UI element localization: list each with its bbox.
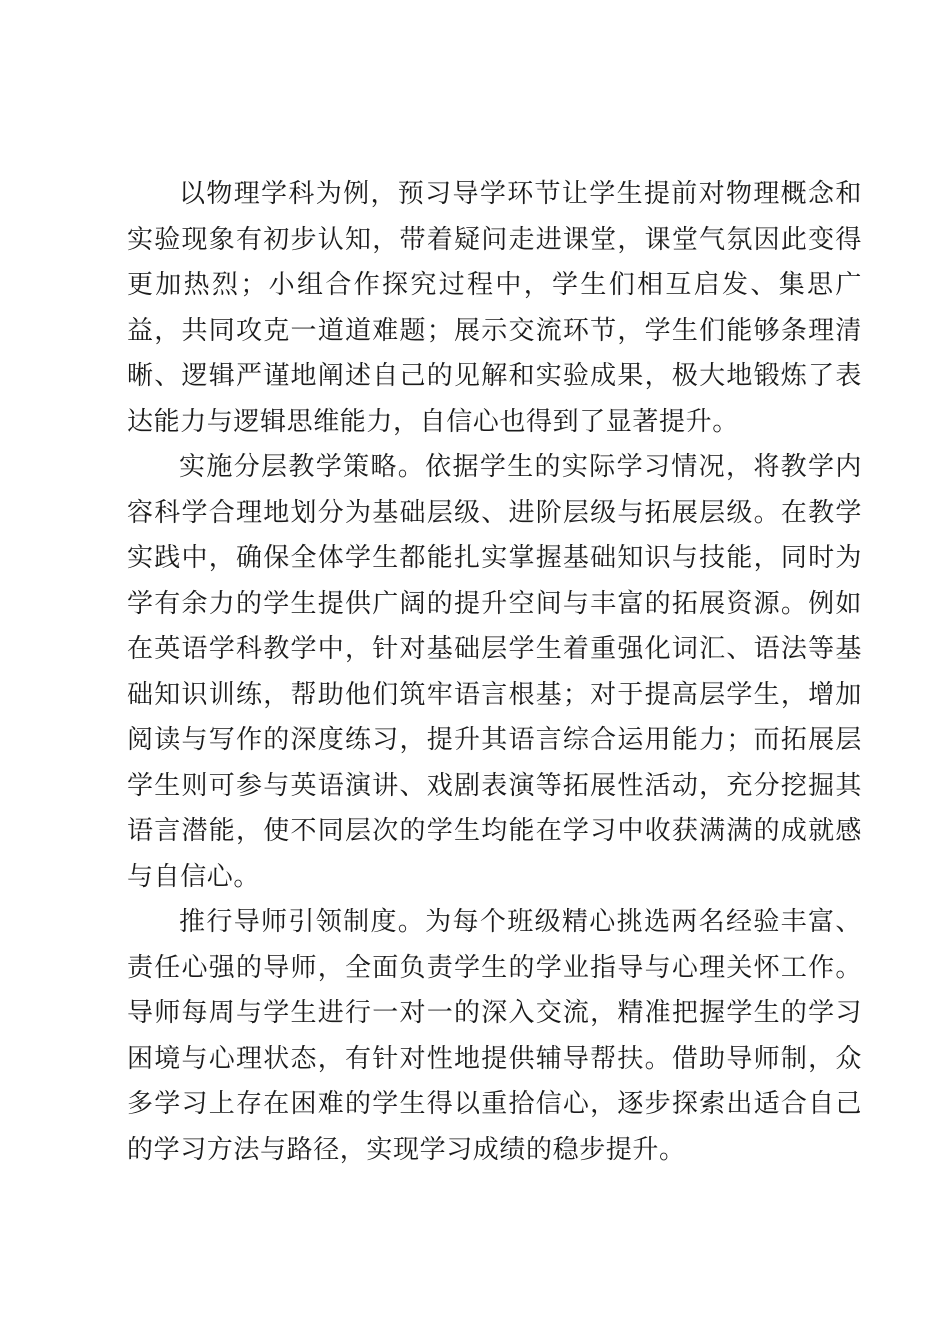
paragraph-physics-example: 以物理学科为例，预习导学环节让学生提前对物理概念和实验现象有初步认知，带着疑问走进课堂，课堂气氛因此变得更加热烈；小组合作探究过程中，学生们相互启发、集思广益，共同攻克一道道难题；展示交流环节，学生们能够条理清晰、逻辑严谨地阐述自己的见解和实验成果，极大地锻炼了表达能力与逻辑思维能力，自信心也得到了显著提升。	[127, 179, 862, 437]
body-text	[127, 172, 862, 1173]
paragraph-mentor-system: 推行导师引领制度。为每个班级精心挑选两名经验丰富、责任心强的导师，全面负责学生的学业指导与心理关怀工作。导师每周与学生进行一对一的深入交流，精准把握学生的学习困境与心理状态，有针对性地提供辅导帮扶。借助导师制，众多学习上存在困难的学生得以重拾信心，逐步探索出适合自己的学习方法与路径，实现学习成绩的稳步提升。	[127, 907, 862, 1165]
paragraph-tiered-teaching: 实施分层教学策略。依据学生的实际学习情况，将教学内容科学合理地划分为基础层级、进阶层级与拓展层级。在教学实践中，确保全体学生都能扎实掌握基础知识与技能，同时为学有余力的学生提供广阔的提升空间与丰富的拓展资源。例如在英语学科教学中，针对基础层学生着重强化词汇、语法等基础知识训练，帮助他们筑牢语言根基；对于提高层学生，增加阅读与写作的深度练习，提升其语言综合运用能力；而拓展层学生则可参与英语演讲、戏剧表演等拓展性活动，充分挖掘其语言潜能，使不同层次的学生均能在学习中收获满满的成就感与自信心。	[127, 452, 862, 892]
